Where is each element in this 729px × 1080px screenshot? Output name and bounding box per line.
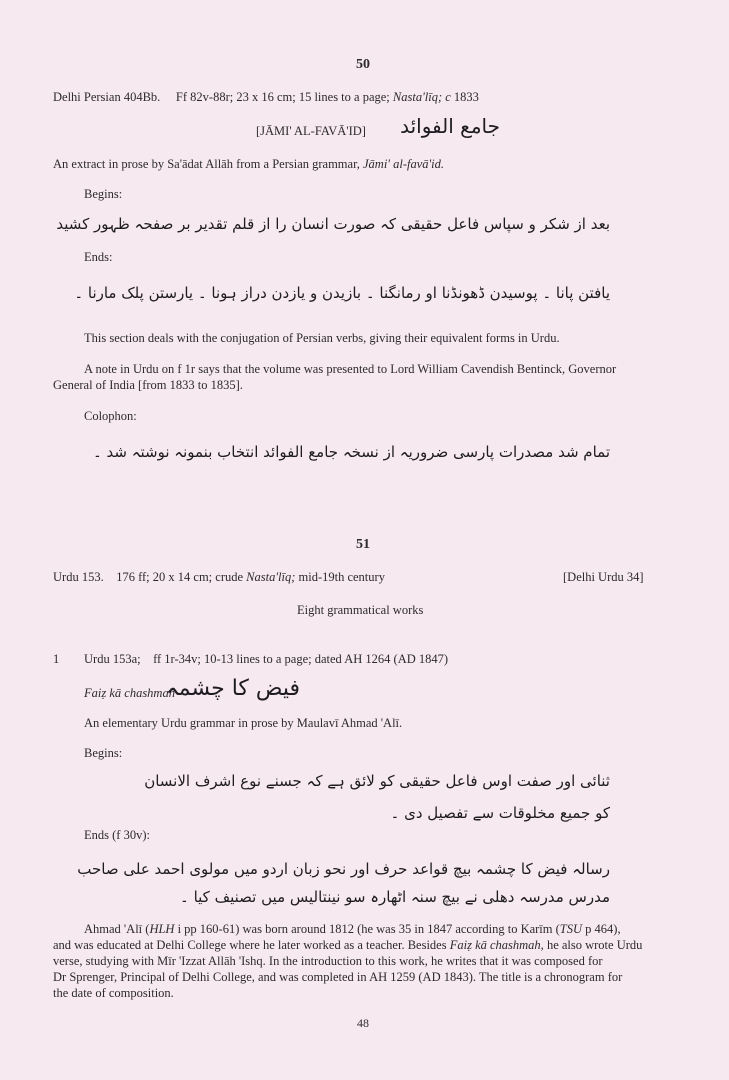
item-begins-line1: ثنائی اور صفت اوس فاعل حقیقی کو لائق ہے کہ جسنے نوع اشرف الانسان [144,772,610,790]
bio-line3: verse, studying with Mīr 'Izzat Allāh 'Ishq. In the introduction to this work, he writes that it was composed for [53,954,603,968]
entry50-year: 1833 [450,90,479,104]
item-ends-line1: رسالہ فیض کا چشمہ بیچ قواعد حرف اور نحو زبان اردو میں مولوی احمد علی صاحب [77,860,610,878]
entry50-summary: An extract in prose by Sa'ādat Allāh from a Persian grammar, Jāmi' al-favā'id. [53,157,445,171]
page-number: 48 [357,1016,369,1030]
entry50-shelfmark: Delhi Persian 404Bb. [53,90,161,104]
entry50-title-urdu: جامع الفوائد [400,114,500,138]
entry51-date: mid-19th century [295,570,385,584]
entry51-shelfmark: Urdu 153. [53,570,104,584]
bio-line1: Ahmad 'Alī (HLH i pp 160-61) was born around 1812 (he was 35 in 1847 according to Karīm (TSU p 464), [84,922,621,936]
item-begins-line2: کو جمیع مخلوقات سے تفصیل دی ۔ [390,804,610,822]
entry50-ends-text: یافتن پانا ۔ پوسیدن ڈھونڈنا او رمانگنا ۔ بازیدن و یازدن دراز ہونا ۔ یارستن پلک مارنا ۔ [74,284,610,302]
entry50-begins-label: Begins: [84,187,123,201]
item-ends-line2: مدرس مدرسہ دھلی نے بیچ سنہ اٹھارہ سو نینتالیس میں تصنیف کیا ۔ [180,888,610,906]
entry51-old-shelfmark: [Delhi Urdu 34] [563,570,644,584]
item-title-latin: Faiẓ kā chashmah [84,686,175,700]
entry51-script: Nasta'līq; [246,570,296,584]
entry51-header [53,570,385,585]
item-title-urdu: فیض کا چشمہ [165,676,300,701]
entry50-note-presentation-line2: General of India [from 1833 to 1835]. [53,378,243,392]
item-ends-label: Ends (f 30v): [84,828,150,842]
entry50-ends-label: Ends: [84,250,113,264]
entry50-colophon-text: تمام شد مصدرات پارسی ضروریہ از نسخہ جامع الفوائد انتخاب بنمونہ نوشتہ شد ۔ [92,443,610,461]
entry50-description: Ff 82v-88r; 23 x 16 cm; 15 lines to a page; [175,90,393,104]
entry50-script: Nasta'līq; c [392,90,451,104]
item-description: Urdu 153a; ff 1r-34v; 10-13 lines to a page; dated AH 1264 (AD 1847) [84,652,449,666]
entry50-title-latin: [JĀMI' AL-FAVĀ'ID] [256,124,366,138]
entry50-header [53,90,479,105]
entry51-description: 176 ff; 20 x 14 cm; crude [116,570,247,584]
item-number: 1 [53,652,60,666]
entry50-note-presentation-line1: A note in Urdu on f 1r says that the volume was presented to Lord William Cavendish Bentinck, Governor [84,362,617,376]
entry51-subtitle: Eight grammatical works [297,603,424,617]
entry-number-50: 50 [356,57,370,72]
item-begins-label: Begins: [84,746,123,760]
entry-number-51: 51 [356,537,370,552]
bio-line5: the date of composition. [53,986,174,1000]
entry50-note-conjugation: This section deals with the conjugation of Persian verbs, giving their equivalent forms in Urdu. [84,331,560,345]
bio-line2: and was educated at Delhi College where he later worked as a teacher. Besides Faiẓ kā chashmah, he also wrote Urdu [53,938,643,952]
bio-line4: Dr Sprenger, Principal of Delhi College, and was completed in AH 1259 (AD 1843). The title is a chronogram for [53,970,623,984]
item-summary: An elementary Urdu grammar in prose by Maulavī Ahmad 'Alī. [84,716,403,730]
entry50-colophon-label: Colophon: [84,409,137,423]
entry50-begins-text: بعد از شکر و سپاس فاعل حقیقی کہ صورت انسان را از قلم تقدیر بر صفحہ ظہور کشید [56,215,610,233]
